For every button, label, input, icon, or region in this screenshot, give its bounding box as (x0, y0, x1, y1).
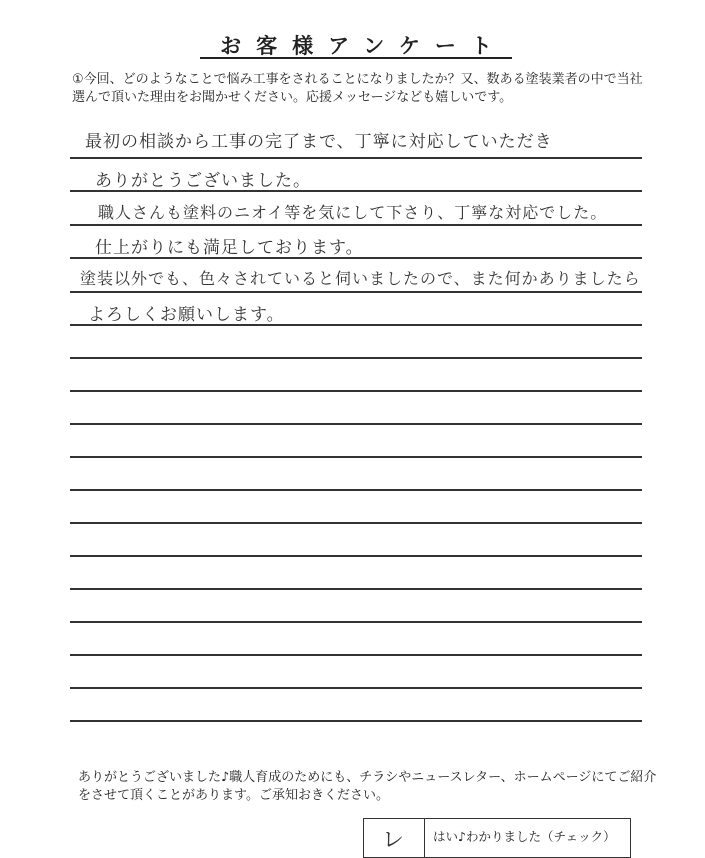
footer-note: ありがとうございました♪職人育成のためにも、チラシやニュースレター、ホームページにてご紹介をさせて頂くことがあります。ご承知おきください。 (78, 770, 657, 803)
ruled-line (70, 654, 642, 656)
handwritten-line-1: 最初の相談から工事の完了まで、丁寧に対応していただき (85, 132, 553, 152)
ruled-line (70, 224, 642, 226)
ruled-line (70, 687, 642, 689)
ruled-line (70, 720, 642, 722)
consent-checkbox[interactable] (364, 819, 425, 857)
ruled-line (70, 257, 642, 259)
consent-checkbox-row[interactable] (363, 818, 631, 858)
ruled-line (70, 522, 642, 524)
ruled-line (70, 157, 642, 159)
ruled-line (70, 423, 642, 425)
ruled-line (70, 489, 642, 491)
ruled-line (70, 555, 642, 557)
ruled-line (70, 324, 642, 326)
handwritten-line-5: 塗装以外でも、色々されていると伺いましたので、また何かありましたら (80, 269, 641, 288)
ruled-line (70, 291, 642, 293)
handwritten-line-4: 仕上がりにも満足しております。 (95, 238, 364, 258)
ruled-line (70, 357, 642, 359)
question-text: ①今回、どのようなことで悩み工事をされることになりましたか？又、数ある塗装業者の中で当社選んで頂いた理由をお聞かせください。応援メッセージなども嬉しいです。 (72, 72, 643, 105)
consent-label: はい♪わかりました（チェック） (433, 829, 616, 844)
handwritten-line-2: ありがとうございました。 (95, 171, 311, 191)
handwritten-line-6: よろしくお願いします。 (88, 305, 285, 325)
title-underline (200, 57, 512, 59)
ruled-line (70, 456, 642, 458)
check-mark-icon: レ (382, 828, 405, 853)
ruled-line (70, 621, 642, 623)
ruled-line (70, 588, 642, 590)
ruled-line (70, 390, 642, 392)
handwritten-line-3: 職人さんも塗料のニオイ等を気にして下さり、丁寧な対応でした。 (98, 203, 608, 222)
survey-title: お客様アンケート (220, 34, 507, 58)
ruled-line (70, 190, 642, 192)
